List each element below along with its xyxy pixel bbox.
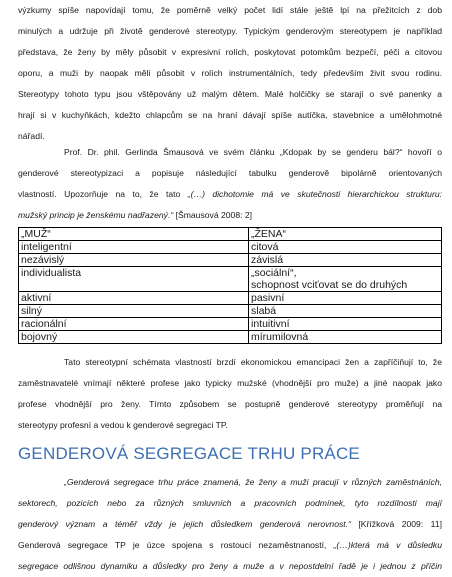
table-row (19, 305, 442, 318)
table-cell: aktivní (19, 292, 249, 305)
paragraph-segregation (18, 472, 442, 577)
table-row (19, 267, 442, 292)
table-cell: silný (19, 305, 249, 318)
table-header-cell: „MUŽ“ (19, 228, 249, 241)
text-line (18, 184, 442, 205)
citation: [Křížková 2009: 11] (350, 519, 442, 529)
table-cell (249, 267, 442, 292)
text-line: genderové stereotypizaci a popisuje následující tabulku genderově bipolárně orientovaných (18, 168, 442, 178)
citation: [Šmausová 2008: 2] (173, 210, 253, 220)
table-header-row (19, 228, 442, 241)
text-line: oporu, a muži by naopak měli působit v rolích instrumentálních, tedy především živit svou rodinu. (18, 68, 442, 78)
text-line: představa, že ženy by měly působit v expresivní rolích, poskytovat potomkům bezpečí, péči a citovou (18, 47, 442, 57)
text-line: hrají si v kuchyňkách, kdežto chlapcům se na hraní dávají spíše autíčka, stavebnice a umělohmotné (18, 110, 442, 120)
table-header-cell: „ŽENA“ (249, 228, 442, 241)
quote-text: mužský princip je ženskému nadřazený.“ (18, 210, 174, 220)
table-cell: citová (249, 241, 442, 254)
table-cell: inteligentní (19, 241, 249, 254)
text-line: minulých a udržuje při životě genderové stereotypy. Typickým genderovým stereotypem je například (18, 26, 442, 36)
text-line: zaměstnavatelé vnímají některé profese jako typicky mužské (vhodnější pro muže) a jiné naopak jako (18, 378, 442, 388)
cell-line: „sociální“, (251, 267, 297, 279)
table-cell: bojovný (19, 331, 249, 344)
text-line: Tato stereotypní schémata vlastností brzdí ekonomickou emancipaci žen a zapříčiňují to, že (64, 357, 442, 367)
table-row (19, 318, 442, 331)
table-cell: individualista (19, 267, 249, 292)
cell-line: schopnost vciťovat se do druhých (251, 279, 408, 291)
text-line: Prof. Dr. phil. Gerlinda Šmausová ve svém článku „Kdopak by se genderu bál?“ hovoří o (64, 147, 442, 157)
paragraph-stereotypes (18, 0, 442, 147)
quote-line: segregace odlišnou dynamiku a důsledky pro ženy a muže a v nepostdelní řadě je i jednou z příčin (18, 561, 442, 571)
quote-text: „(…)která má v důsledku (333, 540, 442, 550)
text-line: výzkumy spíše napovídají tomu, že poměrně velký počet lidí stále ještě lpí na přežitcích z dob (18, 5, 442, 15)
text-line (18, 535, 442, 556)
table-cell: slabá (249, 305, 442, 318)
table-cell: mírumilovná (249, 331, 442, 344)
table-row (19, 331, 442, 344)
text-line: Stereotypy tohoto typu jsou vštěpovány už malým dětem. Malé holčičky se starají o své panenky a (18, 89, 442, 99)
text-line (18, 514, 442, 535)
table-row (19, 292, 442, 305)
table-cell: pasivní (249, 292, 442, 305)
table-row (19, 254, 442, 267)
quote-text: genderový význam a téměř vždy je jejich důsledkem genderová nerovnost.“ (18, 519, 351, 529)
text-line (18, 205, 442, 226)
paragraph-schemata (18, 352, 442, 436)
quote-text: „(…) dichotomie má ve skutečnosti hierarchickou strukturu: (187, 189, 442, 199)
table-cell: racionální (19, 318, 249, 331)
table-cell: intuitivní (249, 318, 442, 331)
text-line: stereotypy profesní a vedou k genderové segregaci TP. (18, 420, 228, 430)
table-cell: nezávislý (19, 254, 249, 267)
text-line: nářadí. (18, 131, 45, 141)
text-run: vlastností. Upozorňuje na to, že tato (18, 189, 188, 199)
section-heading: GENDEROVÁ SEGREGACE TRHU PRÁCE (18, 444, 360, 463)
table-row (19, 241, 442, 254)
quote-line: sektorech, pozicích nebo za různých smluvních a pracovních podmínek, tyto rozdílnosti mají (18, 498, 442, 508)
text-line: profese vhodnější pro ženy. Tímto způsobem se postupně genderové stereotypy proměňují na (18, 399, 442, 409)
paragraph-smausova (18, 142, 442, 226)
table-cell: závislá (249, 254, 442, 267)
gender-traits-table (18, 227, 442, 344)
quote-line: „Genderová segregace trhu práce znamená, že ženy a muži pracují v různých zaměstnáních, (64, 477, 442, 487)
text-run: Genderová segregace TP je úzce spojena s rostoucí nezaměstnaností, (18, 540, 334, 550)
